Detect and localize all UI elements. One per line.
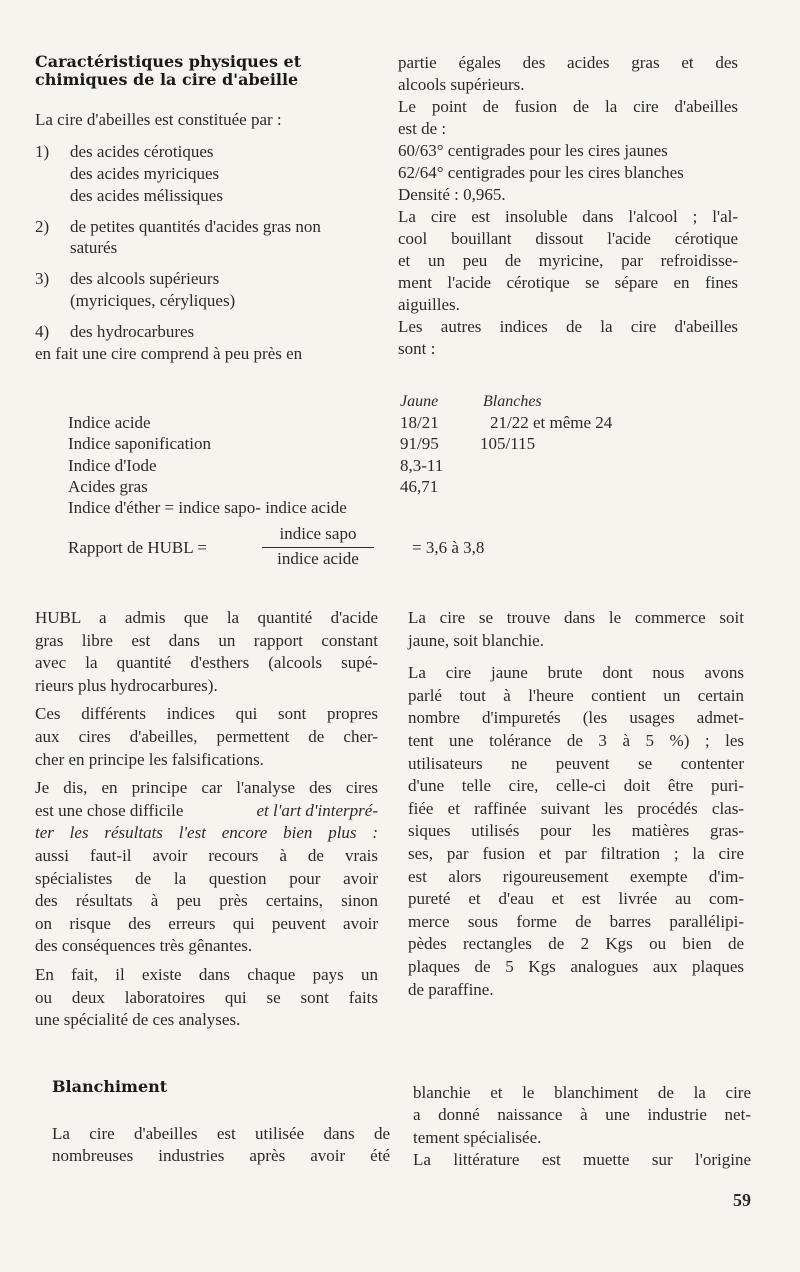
paragraph-line: La cire d'abeilles est utilisée dans de: [52, 1124, 390, 1143]
paragraph-line: ses, par fusion et par filtration ; la cire: [408, 843, 744, 863]
paragraph-line: plaques de 5 Kgs analogues aux plaques: [408, 956, 744, 976]
paragraph-line: de paraffine.: [408, 979, 494, 999]
hubl-denominator: indice acide: [277, 549, 359, 568]
paragraph-line: d'une telle cire, celle-ci doit être puri-: [408, 776, 744, 796]
indice-jaune-value: 46,71: [400, 477, 439, 496]
list-number: 1): [35, 142, 50, 161]
blanchiment-right-column: [413, 1082, 751, 1171]
column-header-blanches: Blanches: [483, 393, 542, 410]
paragraph-line: gras libre est dans un rapport constant: [35, 630, 378, 650]
paragraph-line: aussi faut-il avoir recours à de vrais: [35, 845, 378, 865]
paragraph-line: siques utilisés pour les matières gras-: [408, 821, 744, 841]
paragraph-line: La cire jaune brute dont nous avons: [408, 663, 744, 683]
hubl-label: Rapport de HUBL =: [68, 538, 207, 557]
paragraph-line: cher en principe les falsifications.: [35, 749, 264, 769]
hubl-numerator: indice sapo: [279, 524, 357, 543]
paragraph-line: aux cires d'abeilles, permettent de cher-: [35, 726, 378, 746]
list-item-line: (myriciques, céryliques): [70, 291, 236, 310]
paragraph-line: alcools supérieurs.: [398, 75, 525, 94]
paragraph-line: HUBL a admis que la quantité d'acide: [35, 608, 378, 627]
indice-label: Acides gras: [68, 477, 148, 496]
list-item-line: saturés: [70, 238, 118, 257]
paragraph-line: ou deux laboratoires qui se sont faits: [35, 987, 378, 1007]
indice-blanches-value: 105/115: [480, 434, 536, 453]
indice-label: Indice saponification: [68, 434, 212, 453]
list-item-line: des alcools supérieurs: [70, 269, 220, 288]
paragraph-line: est de :: [398, 119, 447, 138]
paragraph-line: [35, 800, 378, 823]
column-header-jaune: Jaune: [400, 393, 439, 410]
paragraph-line: et un peu de myricine, par refroidisse-: [398, 251, 738, 270]
paragraph-line: est alors rigoureusement exempte d'im-: [408, 866, 744, 886]
paragraph-line: Je dis, en principe car l'analyse des cires: [35, 778, 378, 798]
paragraph-line: merce sous forme de barres parallélipi-: [408, 911, 744, 931]
section-heading-line2: chimiques de la cire d'abeille: [35, 70, 299, 89]
list-item-line: des hydrocarbures: [70, 322, 195, 341]
paragraph-line: Le point de fusion de la cire d'abeilles: [398, 97, 738, 116]
text-segment: est une chose difficile: [35, 800, 184, 820]
paragraph-line: utilisateurs ne peuvent se contenter: [408, 753, 744, 773]
paragraph-line: 60/63° centigrades pour les cires jaunes: [398, 141, 668, 160]
paragraph-line: La littérature est muette sur l'origine: [413, 1149, 751, 1169]
paragraph-line: aiguilles.: [398, 295, 460, 314]
fraction-bar: [262, 547, 374, 548]
paragraph-line: La cire se trouve dans le commerce soit: [408, 608, 744, 627]
intro-text: La cire d'abeilles est constituée par :: [35, 110, 282, 129]
paragraph-line: rieurs plus hydrocarbures).: [35, 675, 218, 695]
blanchiment-left-column: [52, 1123, 390, 1167]
indice-jaune-value: 91/95: [400, 434, 439, 453]
right-middle-column: [408, 607, 744, 1001]
paragraph-line: pèdes rectangles de 2 Kgs ou bien de: [408, 934, 744, 954]
paragraph-line: En fait, il existe dans chaque pays un: [35, 964, 378, 984]
paragraph-line: ter les résultats l'est encore bien plus :: [35, 823, 378, 843]
text-segment-italic: et l'art d'interpré-: [256, 800, 378, 820]
paragraph-line: nombreuses industries après avoir été: [52, 1146, 390, 1165]
paragraph-line: fiée et raffinée suivant les procédés clas-: [408, 798, 744, 818]
paragraph-line: blanchie et le blanchiment de la cire: [413, 1083, 751, 1102]
paragraph-line: cool bouillant dissout l'acide cérotique: [398, 229, 738, 248]
hubl-result: = 3,6 à 3,8: [412, 538, 485, 557]
paragraph-line: avec la quantité d'esthers (alcools supé-: [35, 653, 378, 673]
paragraph-line: spécialistes de la question pour avoir: [35, 868, 378, 888]
list-item-line: des acides cérotiques: [70, 142, 214, 161]
paragraph-line: Les autres indices de la cire d'abeilles: [398, 317, 738, 336]
paragraph-line: La cire est insoluble dans l'alcool ; l'al-: [398, 207, 738, 226]
paragraph-line: jaune, soit blanchie.: [408, 630, 544, 650]
paragraph-line: ment l'acide cérotique se sépare en fines: [398, 273, 738, 292]
list-item-line: de petites quantités d'acides gras non: [70, 217, 321, 236]
paragraph-line: parlé tout à l'heure contient un certain: [408, 685, 744, 705]
list-item-line: des acides mélissiques: [70, 186, 223, 205]
paragraph-line: nombre d'impuretés (les usages admet-: [408, 708, 744, 728]
paragraph-line: une spécialité de ces analyses.: [35, 1010, 241, 1030]
right-top-column: [398, 52, 738, 360]
indice-jaune-value: 8,3-11: [400, 456, 444, 475]
paragraph-line: sont :: [398, 339, 436, 358]
paragraph-line: tement spécialisée.: [413, 1127, 542, 1147]
left-middle-column: [35, 607, 378, 1032]
ether-formula: Indice d'éther = indice sapo- indice acide: [68, 498, 347, 517]
paragraph-line: 62/64° centigrades pour les cires blanches: [398, 163, 684, 182]
paragraph-line: pureté et d'eau et est livrée au com-: [408, 889, 744, 909]
list-number: 2): [35, 217, 50, 236]
blanchiment-heading: Blanchiment: [52, 1077, 168, 1096]
paragraph-line: a donné naissance à une industrie net-: [413, 1105, 751, 1125]
indice-label: Indice acide: [68, 413, 151, 432]
paragraph-line: des conséquences très gênantes.: [35, 936, 253, 956]
paragraph-line: Ces différents indices qui sont propres: [35, 704, 378, 724]
indice-jaune-value: 18/21: [400, 413, 439, 432]
list-number: 4): [35, 322, 50, 341]
list-number: 3): [35, 269, 50, 288]
paragraph-line: tent une tolérance de 3 à 5 %) ; les: [408, 730, 744, 750]
indice-blanches-value: 21/22 et même 24: [490, 413, 613, 432]
indice-label: Indice d'Iode: [68, 456, 157, 475]
paragraph-line: des résultats à peu près certains, sinon: [35, 891, 378, 911]
after-list-text: en fait une cire comprend à peu près en: [35, 344, 303, 363]
section-heading-line1: Caractéristiques physiques et: [35, 52, 302, 71]
list-item-line: des acides myriciques: [70, 164, 220, 183]
paragraph-line: partie égales des acides gras et des: [398, 53, 738, 72]
paragraph-line: Densité : 0,965.: [398, 185, 506, 204]
page-number: 59: [733, 1190, 751, 1210]
paragraph-line: on risque des erreurs qui peuvent avoir: [35, 913, 378, 933]
